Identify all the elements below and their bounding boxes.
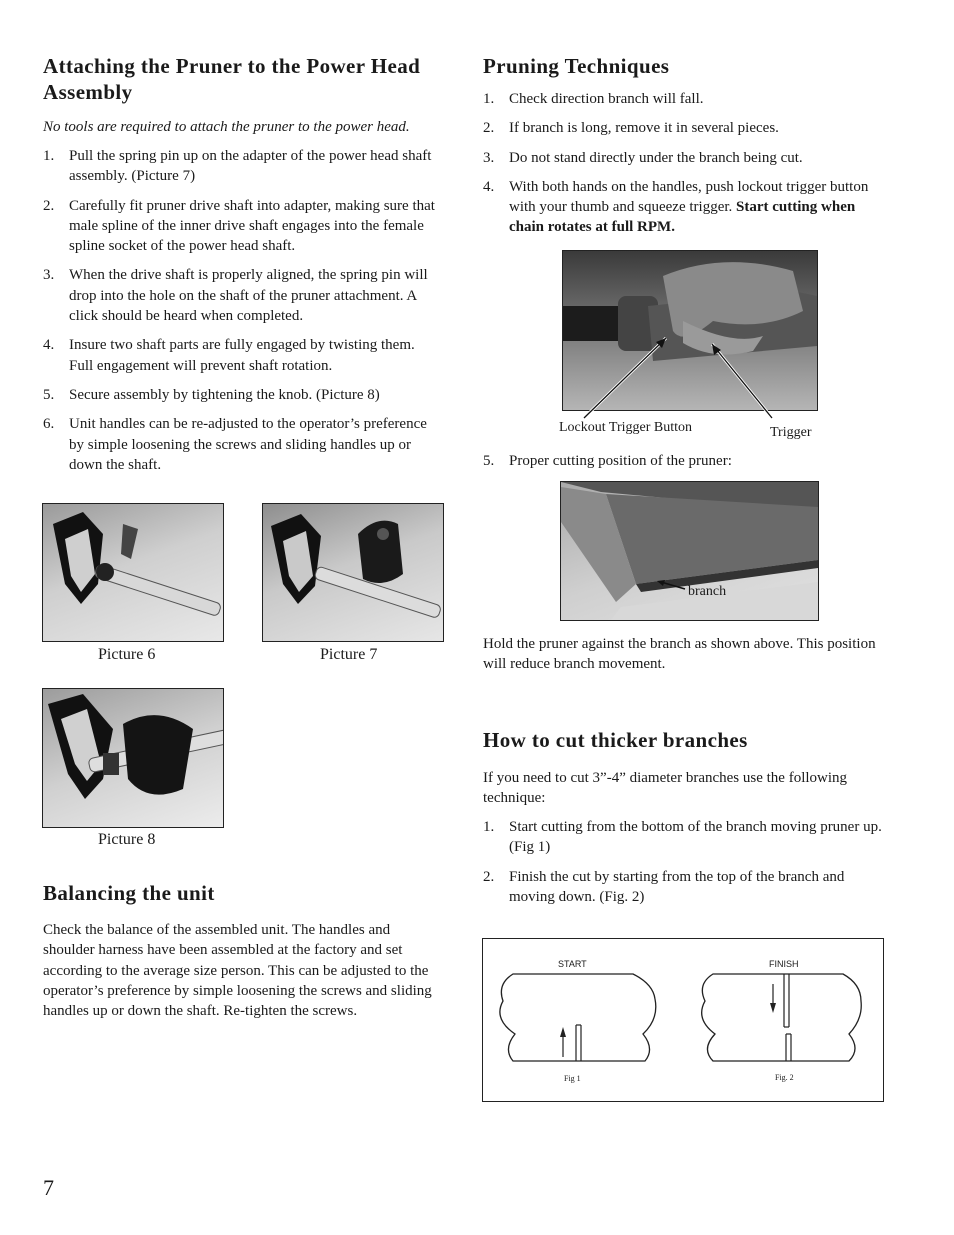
- hold-pruner-text: Hold the pruner against the branch as shown above. This position will reduce branch movement.: [483, 636, 876, 673]
- picture-8-caption: Picture 8: [98, 831, 156, 848]
- attach-heading: Attaching the Pruner to the Power Head Assembly: [43, 54, 421, 104]
- picture-7-caption: Picture 7: [320, 646, 378, 663]
- trigger-callout-arrows: [562, 330, 816, 425]
- list-item: 6. Unit handles can be re-adjusted to the operator’s preference by simple loosening the screws and sliding handles up or down the shaft.: [43, 416, 427, 473]
- list-item: 5. Proper cutting position of the pruner:: [483, 453, 732, 469]
- pruning-heading: Pruning Techniques: [483, 54, 670, 78]
- lockout-trigger-label: Lockout Trigger Button: [559, 420, 693, 435]
- thicker-steps: [483, 817, 888, 916]
- picture-6-photo: [42, 503, 224, 642]
- thicker-intro: If you need to cut 3”-4” diameter branches use the following technique:: [483, 770, 848, 807]
- attach-intro: No tools are required to attach the pruner to the power head.: [43, 119, 410, 135]
- fig-2-caption: Fig. 2: [775, 1073, 794, 1082]
- picture-8-photo: [42, 688, 224, 828]
- list-item: 2. Carefully fit pruner drive shaft into adapter, making sure that male spline of the inner drive shaft engages into the female spline socket of the power head shaft.: [43, 197, 435, 255]
- list-item: 4. With both hands on the handles, push lockout trigger button with your thumb and squeeze trigger. Start cutting when chain rotates at full RPM.: [483, 178, 869, 236]
- cut-figures: [482, 938, 884, 1102]
- spring-pin-image: [263, 504, 443, 641]
- thicker-branches-heading: How to cut thicker branches: [483, 728, 748, 752]
- balance-body: Check the balance of the assembled unit. The handles and shoulder harness have been assembled at the factory and set according to the average size person. This can be adjusted to the operator’s preference by simple loosening the screws and sliding handles up or down the shaft. Re-tighten the screws.: [43, 922, 432, 1020]
- picture-7-photo: [262, 503, 444, 642]
- tighten-knob-image: [43, 689, 223, 827]
- list-item: 3. When the drive shaft is properly aligned, the spring pin will drop into the hole on the shaft of the pruner attachment. A click should be heard when completed.: [43, 267, 428, 325]
- pruning-step-5: [483, 451, 888, 480]
- branch-arrow-icon: [655, 578, 687, 594]
- page-number: 7: [43, 1175, 54, 1200]
- finish-label: FINISH: [769, 959, 799, 969]
- balance-heading: Balancing the unit: [43, 881, 215, 905]
- list-item: 3. Do not stand directly under the branch being cut.: [483, 149, 803, 166]
- pruning-steps: [483, 89, 888, 247]
- pruner-adapter-image: [43, 504, 223, 641]
- list-item: 1. Start cutting from the bottom of the branch moving pruner up. (Fig 1): [483, 819, 882, 856]
- list-item: 2. If branch is long, remove it in several pieces.: [483, 120, 779, 137]
- start-label: START: [558, 959, 587, 969]
- attach-steps: [43, 146, 436, 484]
- fig-1-caption: Fig 1: [564, 1074, 581, 1083]
- trigger-label: Trigger: [770, 425, 812, 440]
- picture-6-caption: Picture 6: [98, 646, 156, 663]
- list-item: 4. Insure two shaft parts are fully engaged by twisting them. Full engagement will prevent shaft rotation.: [43, 337, 415, 374]
- list-item: 2. Finish the cut by starting from the top of the branch and moving down. (Fig. 2): [483, 868, 845, 905]
- list-item: 1. Pull the spring pin up on the adapter of the power head shaft assembly. (Picture 7): [43, 148, 432, 185]
- list-item: 1. Check direction branch will fall.: [483, 91, 704, 107]
- list-item: 5. Secure assembly by tightening the knob. (Picture 8): [43, 386, 380, 403]
- branch-label: branch: [688, 584, 727, 599]
- cut-diagram: [483, 939, 883, 1101]
